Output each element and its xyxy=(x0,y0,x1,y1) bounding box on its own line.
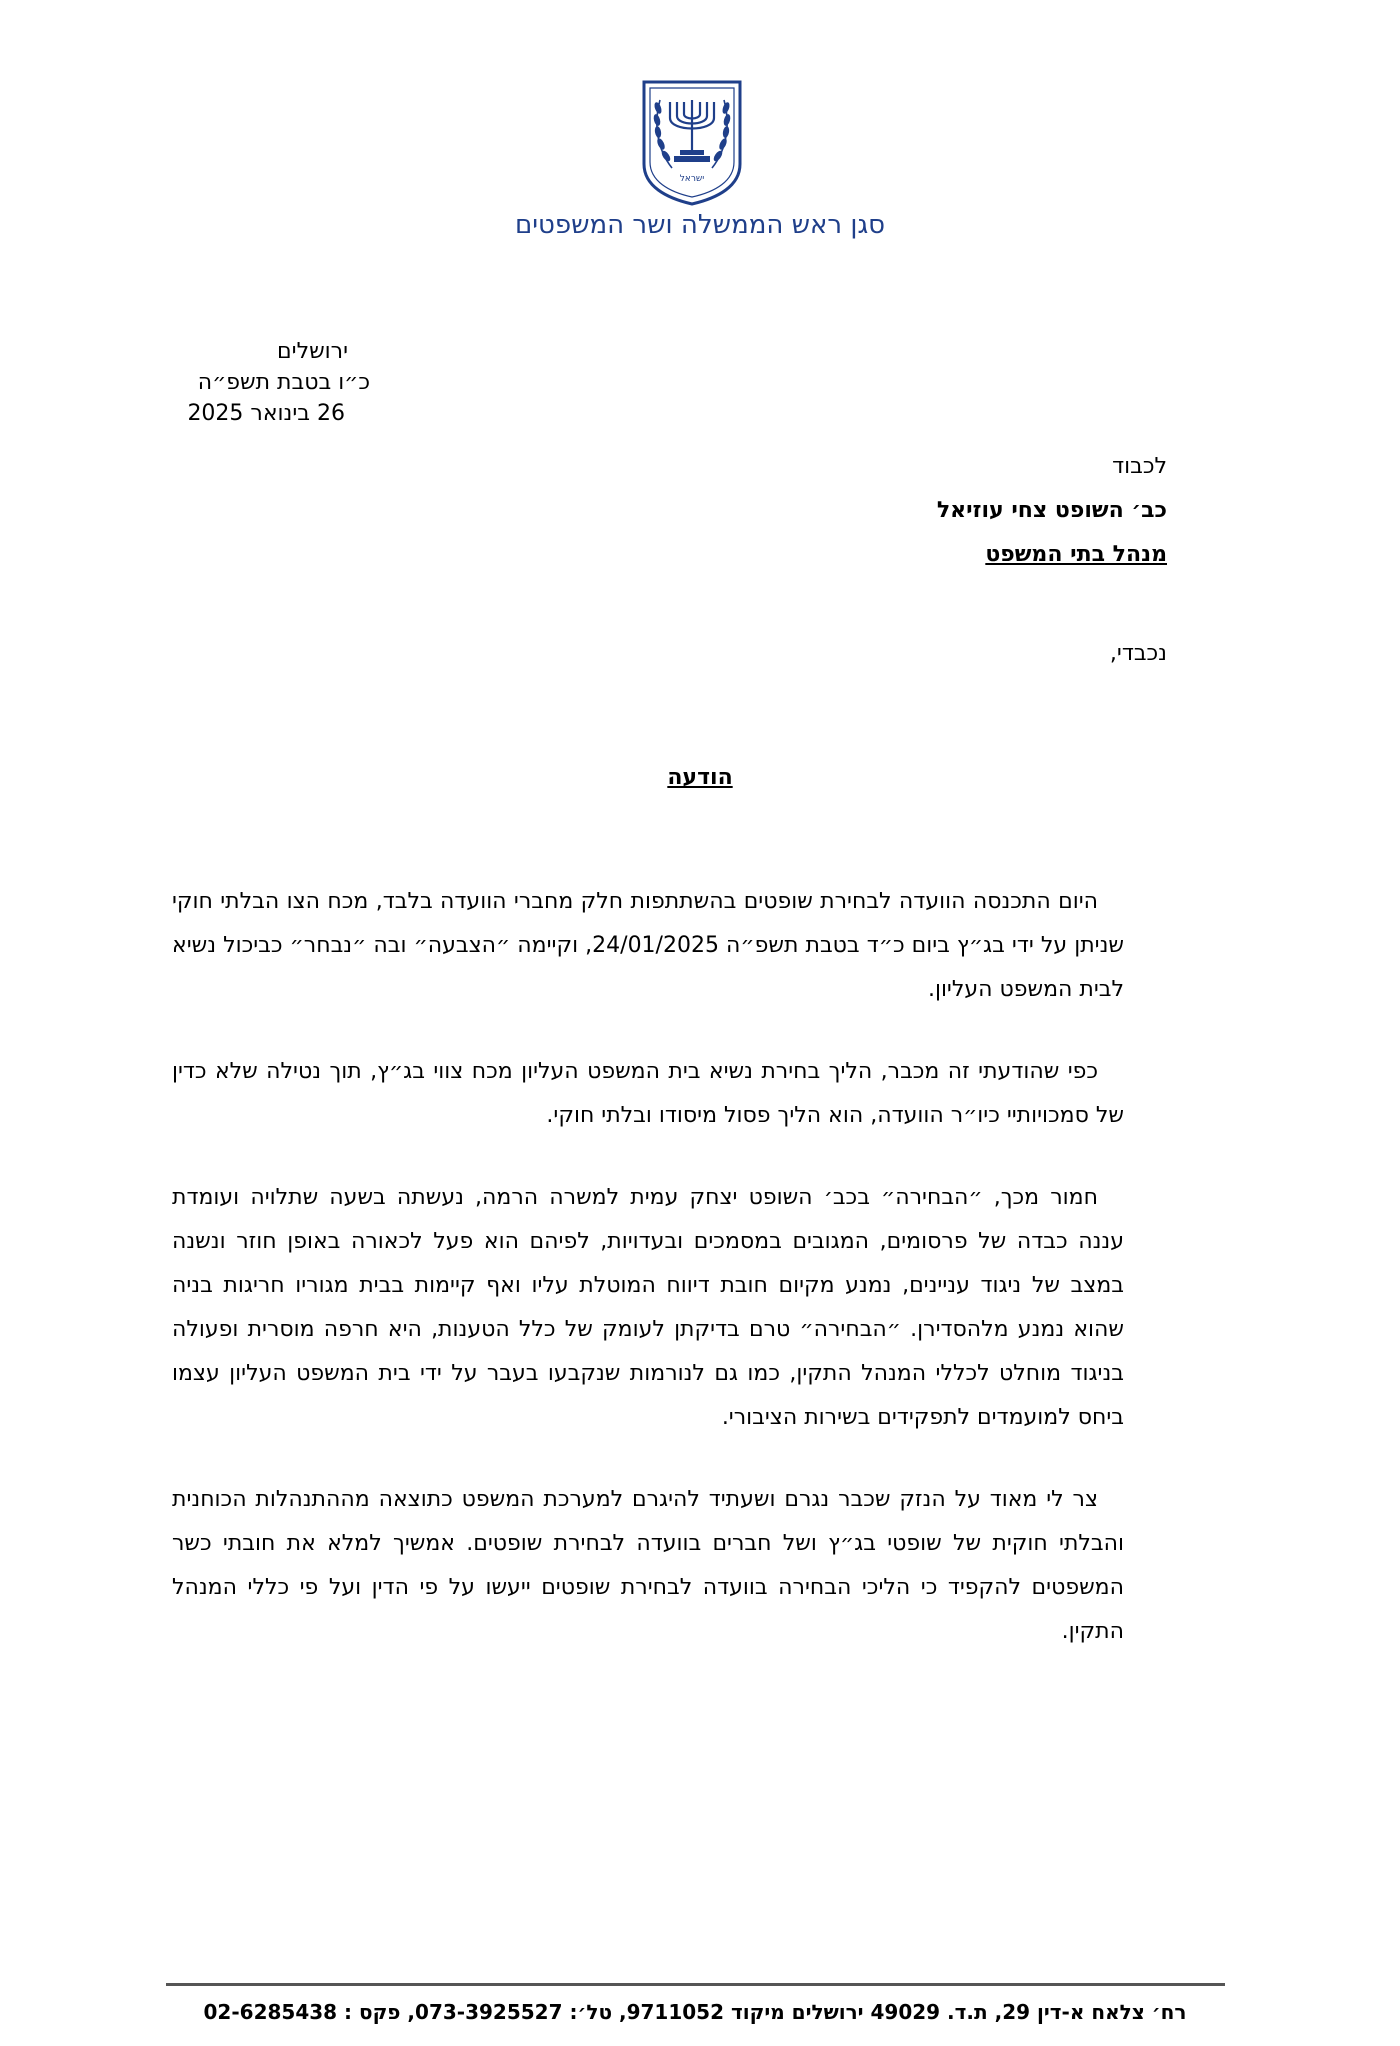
place-date-block xyxy=(150,336,370,429)
emblem-caption: ישראל xyxy=(679,174,705,184)
letter-city: ירושלים xyxy=(277,339,348,364)
body-paragraph: צר לי מאוד על הנזק שכבר נגרם ושעתיד להיגרם למערכת המשפט כתוצאה מההתנהלות הכוחנית והבלתי חוקית של שופטי בג״ץ ושל חברים בוועדה לבחירת שופטים. אמשיך למלא את חובתי כשר המשפטים להקפיד כי הליכי הבחירה בוועדה לבחירת שופטים ייעשו על פי הדין ועל פי כללי המנהל התקין. xyxy=(172,1487,1124,1644)
letterhead-title: סגן ראש הממשלה ושר המשפטים xyxy=(514,210,886,240)
recipient-name: כב׳ השופט צחי עוזיאל xyxy=(936,498,1167,523)
hebrew-date: כ״ו בטבת תשפ״ה xyxy=(197,370,370,395)
body-paragraph: חמור מכך, ״הבחירה״ בכב׳ השופט יצחק עמית למשרה הרמה, נעשתה בשעה שתלויה ועומדת עננה כבדה של פרסומים, המגובים במסמכים ובעדויות, לפיהם הוא פעל לכאורה באופן חוזר ונשנה במצב של ניגוד עניינים, נמנע מקיום חובת דיווח המוטלת עליו ואף קיימות בבית מגוריו חריגות בניה שהוא נמנע מלהסדירן. ״הבחירה״ טרם בדיקתן לעומק של כלל הטענות, היא חרפה מוסרית ופעולה בניגוד מוחלט לכללי המנהל התקין, כמו גם לנורמות שנקבעו בעבר על ידי בית המשפט העליון עצמו ביחס למועמדים לתפקידים בשירות הציבורי. xyxy=(172,1185,1124,1430)
body-paragraph: היום התכנסה הוועדה לבחירת שופטים בהשתתפות חלק מחברי הוועדה בלבד, מכח הצו הבלתי חוקי שניתן על ידי בג״ץ ביום כ״ד בטבת תשפ״ה 24/01/2025, וקיימה ״הצבעה״ ובה ״נבחר״ כביכול נשיא לבית המשפט העליון. xyxy=(172,889,1125,1002)
recipient-block xyxy=(767,454,1167,567)
salutation: נכבדי, xyxy=(1109,641,1167,666)
notice-title: הודעה xyxy=(667,765,733,790)
recipient-honorific: לכבוד xyxy=(1112,454,1167,479)
gregorian-date: 26 בינואר 2025 xyxy=(187,401,345,426)
letter-body xyxy=(172,880,1124,1692)
recipient-title: מנהל בתי המשפט xyxy=(985,542,1167,567)
footer-contact: רח׳ צלאח א-דין 29, ת.ד. 49029 ירושלים מיקוד 9711052, טל׳: 073-3925527, פקס : 02-6285438 xyxy=(203,2000,1187,2024)
body-paragraph: כפי שהודעתי זה מכבר, הליך בחירת נשיא בית המשפט העליון מכח צווי בג״ץ, תוך נטילה שלא כדין של סמכויותיי כיו״ר הוועדה, הוא הליך פסול מיסודו ובלתי חוקי. xyxy=(172,1059,1124,1128)
state-emblem-icon xyxy=(638,78,746,206)
footer-divider xyxy=(166,1983,1225,1986)
